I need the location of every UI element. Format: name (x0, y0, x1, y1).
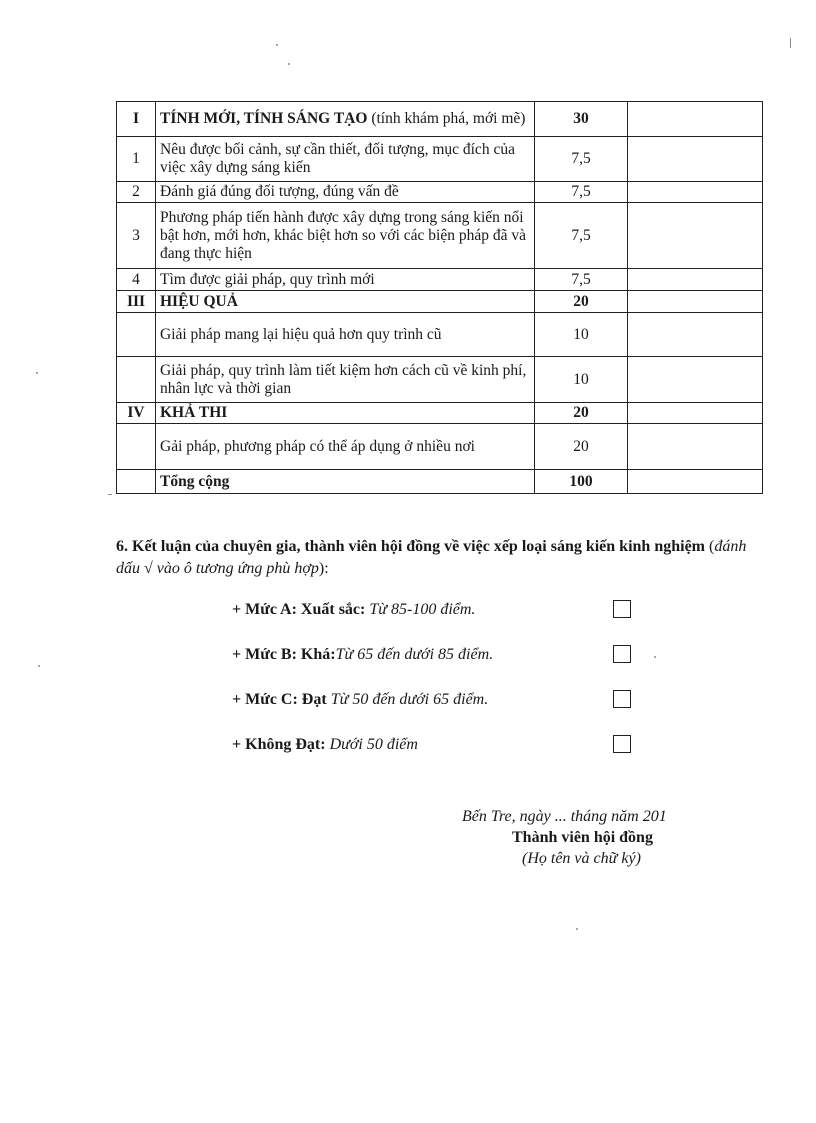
table-row (117, 203, 763, 269)
total-score: 100 (535, 470, 628, 494)
blank-cell (628, 137, 763, 182)
table-row-total (117, 470, 763, 494)
blank-cell (628, 313, 763, 357)
score-cell: 20 (535, 424, 628, 470)
table-row (117, 403, 763, 424)
score-cell: 20 (535, 291, 628, 313)
level-b-checkbox[interactable] (613, 645, 631, 663)
criterion-text: Tìm được giải pháp, quy trình mới (156, 269, 535, 291)
scan-speck (38, 665, 40, 667)
level-c-option (232, 688, 652, 712)
table-row (117, 269, 763, 291)
section-title: KHẢ THI (156, 403, 535, 424)
level-a-option (232, 598, 652, 622)
blank-cell (628, 203, 763, 269)
scan-speck (108, 494, 112, 495)
score-cell: 7,5 (535, 137, 628, 182)
level-c-checkbox[interactable] (613, 690, 631, 708)
note-open: ( (705, 538, 715, 555)
scan-speck (576, 928, 578, 930)
score-cell: 10 (535, 357, 628, 403)
table-row (117, 182, 763, 203)
table-row (117, 424, 763, 470)
level-range: Dưới 50 điểm (329, 736, 418, 753)
level-range: Từ 85-100 điểm. (369, 601, 476, 618)
row-number: 4 (117, 269, 156, 291)
level-range: Từ 65 đến dưới 85 điểm. (335, 646, 494, 663)
rating-levels (232, 598, 652, 778)
criterion-text (156, 102, 535, 137)
scoring-table (116, 101, 763, 494)
level-a-checkbox[interactable] (613, 600, 631, 618)
scan-speck (790, 38, 791, 48)
row-number: III (117, 291, 156, 313)
row-number: 1 (117, 137, 156, 182)
level-label: + Không Đạt: (232, 736, 330, 753)
scan-speck (276, 44, 278, 46)
blank-cell (628, 424, 763, 470)
blank-cell (628, 102, 763, 137)
row-number (117, 313, 156, 357)
scan-speck (654, 656, 656, 658)
score-cell: 7,5 (535, 203, 628, 269)
section-title: TÍNH MỚI, TÍNH SÁNG TẠO (160, 110, 368, 127)
signature-block (462, 806, 752, 869)
section-subtitle: (tính khám phá, mới mẽ) (367, 110, 526, 127)
note-close: ): (318, 560, 329, 577)
conclusion-note: đánh dấu √ vào ô tương ứng phù hợp (116, 538, 747, 577)
score-cell: 7,5 (535, 182, 628, 203)
table-row (117, 102, 763, 137)
score-cell: 30 (535, 102, 628, 137)
criterion-text: Giải pháp, quy trình làm tiết kiệm hơn cách cũ về kinh phí, nhân lực và thời gian (156, 357, 535, 403)
conclusion-heading (116, 536, 756, 580)
level-b-option (232, 643, 652, 667)
blank-cell (628, 182, 763, 203)
row-number: 2 (117, 182, 156, 203)
row-number (117, 357, 156, 403)
score-cell: 20 (535, 403, 628, 424)
criterion-text: Đánh giá đúng đối tượng, đúng vấn đề (156, 182, 535, 203)
score-cell: 10 (535, 313, 628, 357)
level-range: Từ 50 đến dưới 65 điểm. (330, 691, 489, 708)
blank-cell (628, 291, 763, 313)
row-number: I (117, 102, 156, 137)
criterion-text: Nêu được bối cảnh, sự cần thiết, đối tượng, mục đích của việc xây dựng sáng kiến (156, 137, 535, 182)
level-fail-option (232, 733, 652, 757)
criterion-text: Phương pháp tiến hành được xây dựng trong sáng kiến nổi bật hơn, mới hơn, khác biệt hơn so với các biện pháp đã và đang thực hiện (156, 203, 535, 269)
scan-speck (288, 63, 290, 65)
scan-speck (36, 372, 38, 374)
level-label: + Mức B: Khá: (232, 646, 336, 663)
blank-cell (628, 357, 763, 403)
section-title: HIỆU QUẢ (156, 291, 535, 313)
score-cell: 7,5 (535, 269, 628, 291)
level-label: + Mức A: Xuất sắc: (232, 601, 370, 618)
table-row (117, 357, 763, 403)
signer-role: Thành viên hội đồng (512, 829, 653, 846)
row-number (117, 424, 156, 470)
criterion-text: Giải pháp mang lại hiệu quả hơn quy trình cũ (156, 313, 535, 357)
blank-cell (628, 269, 763, 291)
criterion-text: Gải pháp, phương pháp có thể áp dụng ở nhiều nơi (156, 424, 535, 470)
row-number: IV (117, 403, 156, 424)
table-row (117, 313, 763, 357)
level-label: + Mức C: Đạt (232, 691, 331, 708)
blank-cell (628, 470, 763, 494)
row-number: 3 (117, 203, 156, 269)
table-row (117, 291, 763, 313)
total-label: Tổng cộng (156, 470, 535, 494)
conclusion-title: 6. Kết luận của chuyên gia, thành viên hội đồng về việc xếp loại sáng kiến kinh nghiệm (116, 538, 705, 555)
table-row (117, 137, 763, 182)
level-fail-checkbox[interactable] (613, 735, 631, 753)
place-date: Bến Tre, ngày ... tháng năm 201 (462, 808, 667, 825)
row-number (117, 470, 156, 494)
signature-note: (Họ tên và chữ ký) (522, 850, 641, 867)
blank-cell (628, 403, 763, 424)
